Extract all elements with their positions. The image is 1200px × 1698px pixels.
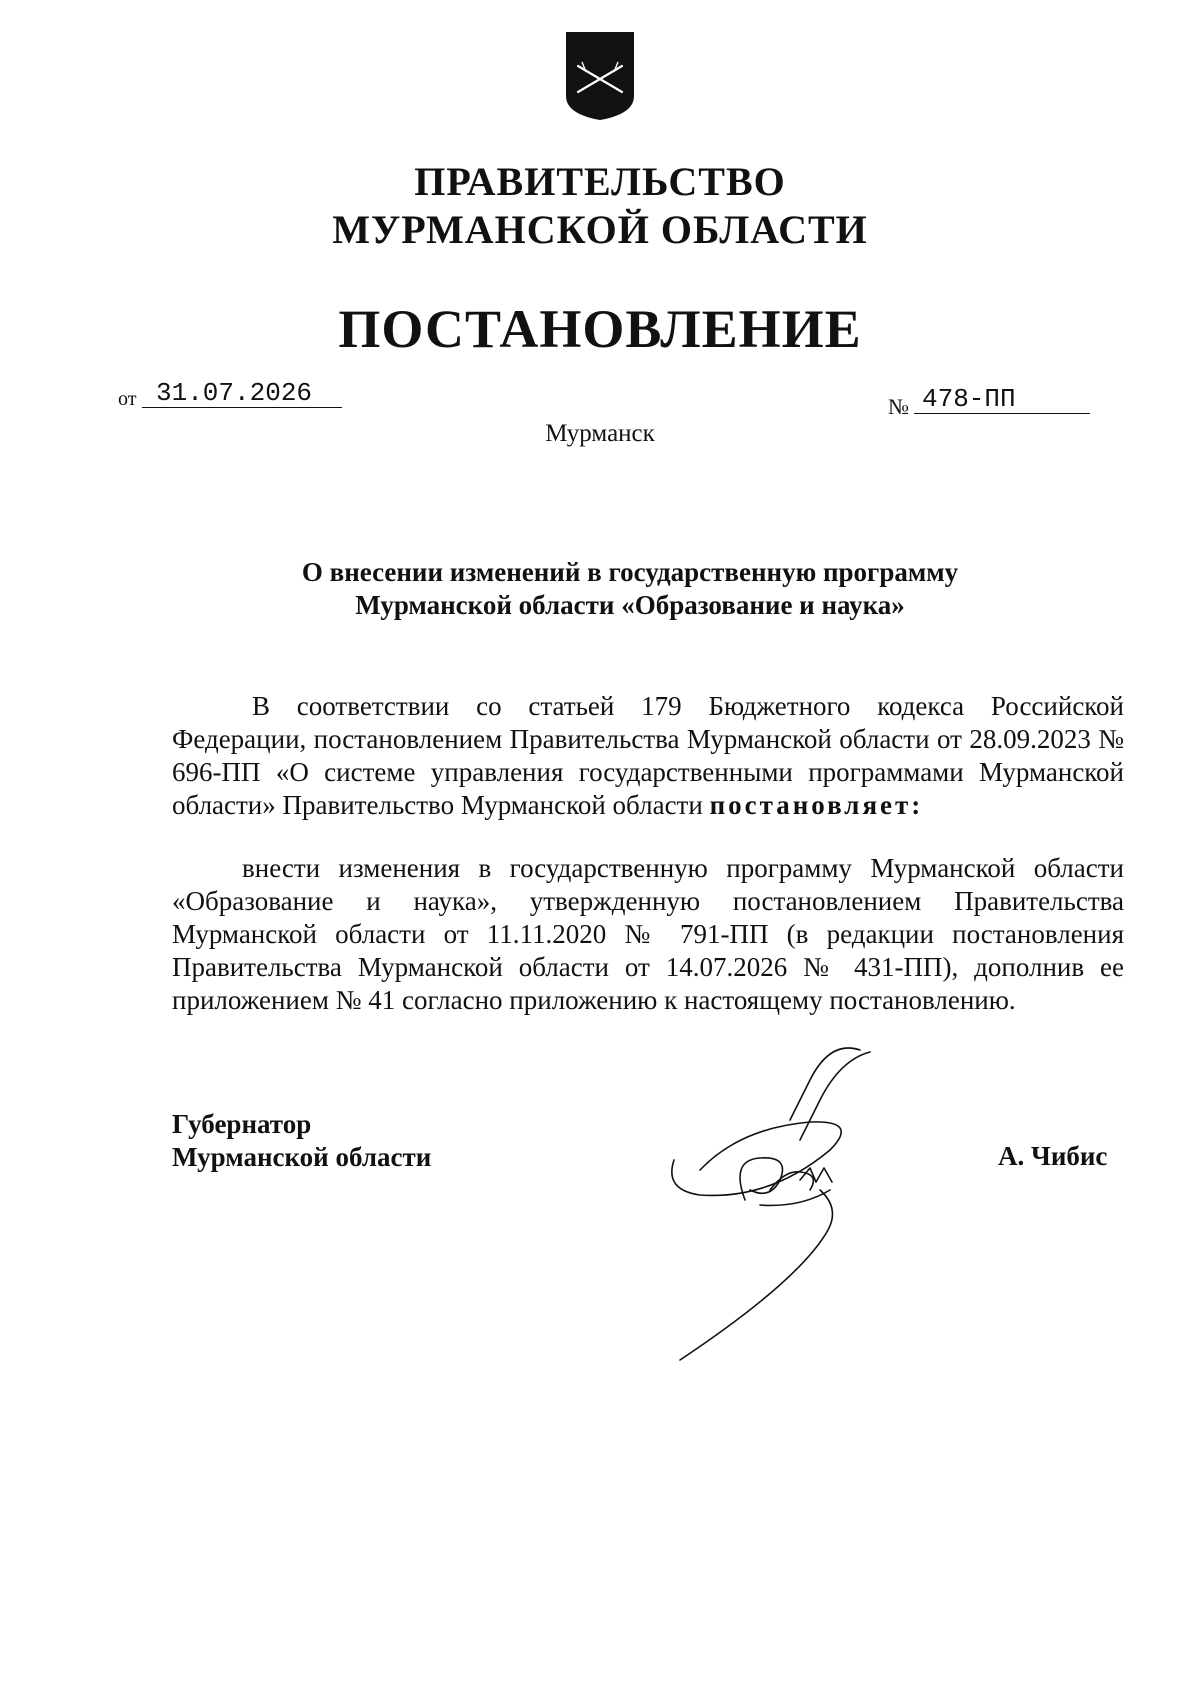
signatory-title-line1: Губернатор bbox=[172, 1109, 312, 1139]
resolves-keyword: постановляет: bbox=[709, 790, 924, 820]
signatory-name: А. Чибис bbox=[998, 1141, 1108, 1171]
signatory-title-line2: Мурманской области bbox=[172, 1142, 432, 1172]
body-paragraph-2: внести изменения в государственную программу Мурманской области «Образование и наука», утвержденную постановлением Правительства Мурманской области от 11.11.2020 № 791-ПП (в редакции постановления Правительства Мурманской области от 14.07.2026 № 431-ПП), дополнив ее приложением № 41 согласно приложению к настоящему постановлению. bbox=[172, 853, 1124, 1015]
document-date: 31.07.2026 bbox=[142, 378, 342, 408]
paragraph-1-text: В соответствии со статьей 179 Бюджетного кодекса Российской Федерации, постановлением Правительства Мурманской области от 28.09.2023 № 696-ПП «О системе управления государственными программами Мурманской области» Правительство Мурманской области bbox=[172, 691, 1124, 820]
subject-line2: Мурманской области «Образование и наука» bbox=[355, 590, 905, 620]
signatory-title bbox=[172, 1108, 431, 1174]
handwritten-signature-icon bbox=[660, 1040, 920, 1370]
city-name: Мурманск bbox=[545, 420, 655, 447]
government-name-line2: МУРМАНСКОЙ ОБЛАСТИ bbox=[332, 207, 868, 252]
number-prefix: № bbox=[888, 394, 909, 419]
document-subject bbox=[200, 556, 1060, 622]
government-name-line1: ПРАВИТЕЛЬСТВО bbox=[414, 159, 786, 204]
document-number: 478-ПП bbox=[914, 384, 1090, 414]
subject-line1: О внесении изменений в государственную программу bbox=[301, 557, 959, 587]
body-paragraph-1 bbox=[172, 690, 1124, 822]
date-prefix: от bbox=[118, 388, 137, 410]
document-type-title: ПОСТАНОВЛЕНИЕ bbox=[338, 299, 862, 359]
coat-of-arms-icon bbox=[562, 30, 638, 122]
